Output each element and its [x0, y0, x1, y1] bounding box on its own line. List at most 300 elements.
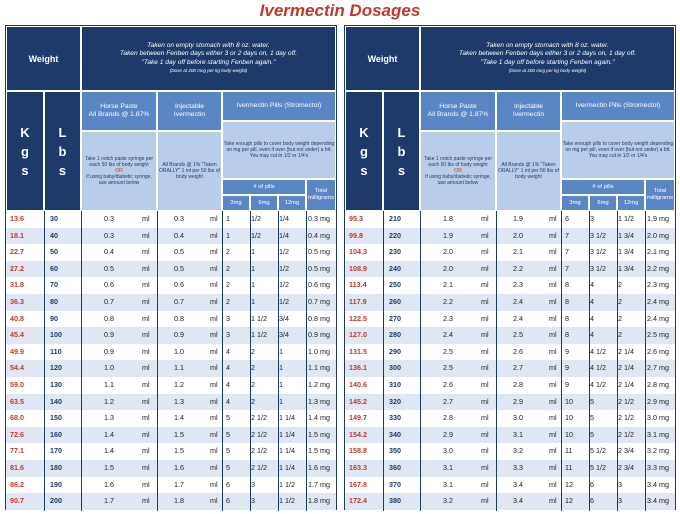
cell-kg: 140.6: [349, 380, 367, 389]
cell-kg: 77.1: [10, 446, 24, 456]
cell-inj: 0.5: [174, 247, 184, 257]
unit-ml: ml: [142, 263, 150, 273]
table-row: [6, 477, 336, 494]
cell-horse: 3.1: [443, 479, 453, 489]
kgs-letter: s: [21, 162, 29, 178]
unit-ml: ml: [142, 396, 150, 406]
cell-kg: 163.3: [349, 463, 367, 472]
cell-p3: 8: [565, 280, 569, 290]
kgs-header: [345, 91, 383, 211]
column-divider: [617, 211, 618, 511]
column-divider: [589, 211, 590, 511]
unit-ml: ml: [481, 214, 489, 223]
cell-horse: 1.0: [104, 363, 114, 373]
cell-inj: 0.7: [174, 297, 184, 306]
column-divider: [44, 211, 45, 511]
cell-inj: 3.4: [513, 496, 523, 506]
cell-inj: 3.2: [513, 446, 523, 456]
cell-horse: 2.7: [443, 396, 453, 406]
column-divider: [420, 211, 421, 511]
cell-lb: 360: [389, 463, 401, 472]
unit-ml: ml: [142, 280, 150, 290]
cell-total: 1.5 mg: [308, 429, 330, 439]
unit-ml: ml: [142, 214, 150, 223]
cell-p12: 1: [279, 363, 283, 373]
cell-p3: 8: [565, 330, 569, 340]
cell-horse: 0.3: [104, 214, 114, 223]
cell-inj: 0.5: [174, 263, 184, 273]
unit-ml: ml: [142, 496, 150, 506]
cell-lb: 350: [389, 446, 401, 456]
cell-p3: 1: [226, 230, 230, 240]
cell-p3: 10: [565, 396, 573, 406]
cell-horse: 1.5: [104, 463, 114, 472]
cell-p12: 3: [618, 479, 622, 489]
pill-12mg-header: 12mg: [278, 195, 306, 211]
cell-total: 3.0 mg: [647, 413, 669, 423]
column-divider: [250, 211, 251, 511]
cell-lb: 110: [50, 346, 62, 356]
cell-horse: 0.6: [104, 280, 114, 290]
cell-lb: 370: [389, 479, 401, 489]
unit-ml: ml: [549, 297, 557, 306]
injectable-subtitle: Ivermectin: [512, 111, 545, 118]
column-divider: [81, 211, 82, 511]
cell-inj: 0.8: [174, 313, 184, 323]
cell-p3: 3: [226, 330, 230, 340]
cell-lb: 280: [389, 330, 401, 340]
horse-paste-subtitle: All Brands @ 1.87%: [427, 111, 489, 118]
cell-total: 1.7 mg: [308, 479, 330, 489]
cell-total: 3.3 mg: [647, 463, 669, 472]
unit-ml: ml: [481, 429, 489, 439]
pills-desc: Take enough pills to cover body weight depending on mg per pill, even if over (but not under) a bit. You may cut in 1/2 or 1/4's: [562, 141, 674, 159]
cell-kg: 154.2: [349, 429, 367, 439]
cell-kg: 27.2: [10, 263, 24, 273]
unit-ml: ml: [549, 214, 557, 223]
cell-lb: 220: [389, 230, 401, 240]
cell-p6: 1/2: [251, 230, 261, 240]
cell-horse: 2.6: [443, 380, 453, 389]
cell-p12: 2 1/2: [618, 413, 634, 423]
cell-inj: 0.4: [174, 230, 184, 240]
cell-horse: 1.4: [104, 446, 114, 456]
table-row: [345, 211, 675, 228]
cell-p6: 3: [590, 214, 594, 223]
table-row: [6, 244, 336, 261]
cell-inj: 1.4: [174, 413, 184, 423]
unit-ml: ml: [210, 214, 218, 223]
pills-desc: Take enough pills to cover body weight depending on mg per pill, even if over (but not under) a bit. You may cut in 1/2 or 1/4's: [223, 141, 335, 159]
cell-p6: 5 1/2: [590, 463, 606, 472]
unit-ml: ml: [210, 263, 218, 273]
cell-p3: 4: [226, 363, 230, 373]
unit-ml: ml: [481, 380, 489, 389]
cell-lb: 300: [389, 363, 401, 373]
cell-total: 1.5 mg: [308, 446, 330, 456]
cell-lb: 290: [389, 346, 401, 356]
cell-inj: 1.2: [174, 380, 184, 389]
cell-p3: 2: [226, 247, 230, 257]
cell-kg: 36.3: [10, 297, 24, 306]
cell-kg: 113.4: [349, 280, 367, 290]
cell-kg: 22.7: [10, 247, 24, 257]
unit-ml: ml: [481, 313, 489, 323]
cell-horse: 1.7: [104, 496, 114, 506]
cell-total: 2.3 mg: [647, 280, 669, 290]
cell-p12: 2 3/4: [618, 446, 634, 456]
weight-header: Weight: [345, 26, 420, 91]
num-pills-header: # of pills: [222, 179, 306, 195]
cell-inj: 3.4: [513, 479, 523, 489]
table-row: [345, 460, 675, 477]
horse-desc-1: Take 1 notch paste syringe per each 50 lbs of body weight: [84, 156, 154, 168]
cell-p6: 6: [590, 479, 594, 489]
unit-ml: ml: [549, 446, 557, 456]
instructions-line-2: Taken between Fenben days either 3 or 2 days on, 1 day off.: [458, 50, 637, 57]
table-row: [6, 294, 336, 311]
cell-total: 1.0 mg: [308, 346, 330, 356]
cell-horse: 1.3: [104, 413, 114, 423]
cell-p3: 6: [226, 479, 230, 489]
unit-ml: ml: [481, 280, 489, 290]
instructions-line-1: Taken on empty stomach with 8 oz. water.: [147, 41, 270, 49]
cell-total: 2.4 mg: [647, 313, 669, 323]
cell-total: 0.8 mg: [308, 313, 330, 323]
cell-kg: 68.0: [10, 413, 24, 423]
cell-lb: 230: [389, 247, 401, 257]
cell-p6: 2: [251, 346, 255, 356]
cell-lb: 130: [50, 380, 62, 389]
cell-inj: 1.6: [174, 463, 184, 472]
cell-lb: 90: [50, 313, 58, 323]
cell-total: 0.7 mg: [308, 297, 330, 306]
cell-horse: 1.1: [104, 380, 114, 389]
table-row: [345, 443, 675, 460]
cell-horse: 3.1: [443, 463, 453, 472]
table-row: [345, 228, 675, 245]
cell-p6: 2 1/2: [251, 429, 267, 439]
horse-paste-description: [81, 131, 157, 211]
cell-kg: 122.5: [349, 313, 367, 323]
cell-horse: 1.4: [104, 429, 114, 439]
cell-horse: 0.7: [104, 297, 114, 306]
cell-p3: 1: [226, 214, 230, 223]
cell-total: 1.4 mg: [308, 413, 330, 423]
cell-kg: 136.1: [349, 363, 367, 373]
unit-ml: ml: [142, 363, 150, 373]
cell-p6: 2 1/2: [251, 413, 267, 423]
table-row: [345, 360, 675, 377]
cell-horse: 0.9: [104, 330, 114, 340]
cell-p6: 5 1/2: [590, 446, 606, 456]
table-row: [6, 377, 336, 394]
unit-ml: ml: [481, 297, 489, 306]
cell-p6: 4 1/2: [590, 380, 606, 389]
cell-total: 2.0 mg: [647, 230, 669, 240]
kgs-header: [6, 91, 44, 211]
cell-p6: 4 1/2: [590, 363, 606, 373]
cell-p3: 7: [565, 247, 569, 257]
cell-horse: 1.8: [443, 214, 453, 223]
column-divider: [157, 211, 158, 511]
unit-ml: ml: [481, 396, 489, 406]
cell-inj: 1.5: [174, 446, 184, 456]
unit-ml: ml: [210, 446, 218, 456]
cell-horse: 2.9: [443, 429, 453, 439]
unit-ml: ml: [142, 313, 150, 323]
cell-total: 0.6 mg: [308, 280, 330, 290]
cell-p12: 2 1/2: [618, 396, 634, 406]
cell-p3: 8: [565, 297, 569, 306]
cell-p12: 3/4: [279, 330, 289, 340]
unit-ml: ml: [142, 330, 150, 340]
cell-total: 1.8 mg: [308, 496, 330, 506]
table-row: [6, 211, 336, 228]
unit-ml: ml: [481, 496, 489, 506]
cell-lb: 190: [50, 479, 62, 489]
cell-kg: 81.6: [10, 463, 24, 472]
cell-lb: 160: [50, 429, 62, 439]
unit-ml: ml: [549, 280, 557, 290]
cell-p3: 2: [226, 263, 230, 273]
cell-lb: 100: [50, 330, 62, 340]
cell-lb: 260: [389, 297, 401, 306]
unit-ml: ml: [210, 380, 218, 389]
injectable-header: [496, 91, 561, 131]
cell-p3: 9: [565, 380, 569, 389]
cell-p12: 2 1/2: [618, 429, 634, 439]
injectable-desc: All Brands @ 1% "Taken ORALLY" 1 ml per 50 lbs of body weight: [498, 162, 559, 180]
cell-p3: 9: [565, 346, 569, 356]
instructions-line-1: Taken on empty stomach with 8 oz. water.: [486, 41, 609, 49]
cell-kg: 40.8: [10, 313, 24, 323]
cell-lb: 270: [389, 313, 401, 323]
table-row: [345, 394, 675, 411]
cell-kg: 90.7: [10, 496, 24, 506]
cell-p6: 3: [251, 479, 255, 489]
instructions-line-3: "Take 1 day off before starting Fenben again.": [480, 58, 615, 66]
horse-desc-1: Take 1 notch paste syringe per each 50 lbs of body weight: [423, 156, 493, 168]
table-row: [6, 344, 336, 361]
cell-p12: 1 3/4: [618, 230, 634, 240]
unit-ml: ml: [210, 413, 218, 423]
unit-ml: ml: [549, 396, 557, 406]
table-row: [6, 427, 336, 444]
unit-ml: ml: [549, 463, 557, 472]
cell-kg: 108.9: [349, 263, 367, 273]
cell-p6: 3: [251, 496, 255, 506]
cell-kg: 158.8: [349, 446, 367, 456]
cell-horse: 1.2: [104, 396, 114, 406]
cell-lb: 210: [389, 214, 401, 223]
cell-p6: 1: [251, 297, 255, 306]
table-row: [6, 261, 336, 278]
injectable-title: Injectable: [174, 103, 205, 110]
cell-total: 1.9 mg: [647, 214, 669, 223]
column-divider: [496, 211, 497, 511]
cell-kg: 45.4: [10, 330, 24, 340]
lbs-letter: L: [58, 124, 67, 140]
cell-p3: 5: [226, 413, 230, 423]
unit-ml: ml: [142, 230, 150, 240]
unit-ml: ml: [549, 346, 557, 356]
cell-horse: 2.0: [443, 263, 453, 273]
cell-p12: 1: [279, 380, 283, 389]
cell-inj: 3.1: [513, 429, 523, 439]
unit-ml: ml: [210, 247, 218, 257]
table-row: [345, 327, 675, 344]
weight-header: Weight: [6, 26, 81, 91]
cell-horse: 2.8: [443, 413, 453, 423]
cell-p6: 1: [251, 280, 255, 290]
cell-p12: 1/2: [279, 297, 289, 306]
cell-lb: 240: [389, 263, 401, 273]
cell-horse: 2.3: [443, 313, 453, 323]
cell-inj: 2.0: [513, 230, 523, 240]
unit-ml: ml: [481, 247, 489, 257]
cell-p3: 2: [226, 280, 230, 290]
table-row: [345, 294, 675, 311]
cell-lb: 120: [50, 363, 62, 373]
unit-ml: ml: [142, 297, 150, 306]
total-mg-header: Total milligrams: [306, 179, 336, 211]
cell-inj: 1.7: [174, 479, 184, 489]
cell-inj: 1.3: [174, 396, 184, 406]
unit-ml: ml: [210, 496, 218, 506]
cell-horse: 2.5: [443, 363, 453, 373]
cell-kg: 86.2: [10, 479, 24, 489]
cell-horse: 1.9: [443, 230, 453, 240]
cell-total: 0.9 mg: [308, 330, 330, 340]
cell-inj: 2.9: [513, 396, 523, 406]
cell-horse: 0.9: [104, 346, 114, 356]
cell-p12: 1 1/2: [279, 479, 295, 489]
lbs-letter: s: [397, 162, 406, 178]
injectable-desc: All Brands @ 1% "Taken ORALLY" 1 ml per 50 lbs of body weight: [159, 162, 220, 180]
table-row: [345, 427, 675, 444]
cell-p3: 3: [226, 313, 230, 323]
unit-ml: ml: [142, 247, 150, 257]
table-row: [6, 443, 336, 460]
cell-lb: 320: [389, 396, 401, 406]
table-row: [6, 460, 336, 477]
unit-ml: ml: [142, 346, 150, 356]
cell-p6: 1 1/2: [251, 313, 267, 323]
table-row: [6, 394, 336, 411]
cell-horse: 3.2: [443, 496, 453, 506]
column-divider: [306, 211, 307, 511]
table-header: [345, 26, 675, 211]
unit-ml: ml: [549, 247, 557, 257]
cell-p6: 5: [590, 396, 594, 406]
cell-kg: 99.8: [349, 230, 363, 240]
cell-horse: 0.3: [104, 230, 114, 240]
unit-ml: ml: [210, 363, 218, 373]
unit-ml: ml: [210, 297, 218, 306]
cell-p12: 2 1/4: [618, 363, 634, 373]
cell-p12: 2 1/4: [618, 346, 634, 356]
cell-p6: 1: [251, 247, 255, 257]
unit-ml: ml: [549, 363, 557, 373]
horse-paste-subtitle: All Brands @ 1.87%: [88, 111, 150, 118]
unit-ml: ml: [142, 446, 150, 456]
cell-inj: 1.8: [174, 496, 184, 506]
table-row: [345, 477, 675, 494]
cell-p12: 1 3/4: [618, 247, 634, 257]
cell-p6: 4: [590, 330, 594, 340]
unit-ml: ml: [549, 496, 557, 506]
horse-paste-header: [81, 91, 157, 131]
lbs-header: [383, 91, 420, 211]
horse-desc-or: OR: [454, 168, 462, 174]
unit-ml: ml: [481, 330, 489, 340]
cell-total: 0.4 mg: [308, 230, 330, 240]
cell-lb: 80: [50, 297, 58, 306]
cell-horse: 2.1: [443, 280, 453, 290]
cell-lb: 330: [389, 413, 401, 423]
table-row: [345, 493, 675, 510]
cell-kg: 117.9: [349, 297, 367, 306]
cell-total: 2.1 mg: [647, 247, 669, 257]
dosage-table-left: [5, 25, 337, 510]
unit-ml: ml: [549, 380, 557, 389]
unit-ml: ml: [210, 396, 218, 406]
cell-kg: 95.3: [349, 214, 363, 223]
cell-inj: 0.3: [174, 214, 184, 223]
cell-p12: 1/2: [279, 280, 289, 290]
cell-lb: 200: [50, 496, 62, 506]
pills-title: Ivermectin Pills (Stromectol): [575, 102, 661, 109]
cell-p6: 1/2: [251, 214, 261, 223]
cell-p6: 5: [590, 413, 594, 423]
table-row: [345, 311, 675, 328]
unit-ml: ml: [210, 280, 218, 290]
cell-p12: 1 1/4: [279, 413, 295, 423]
cell-p3: 11: [565, 463, 573, 472]
injectable-title: Injectable: [513, 103, 544, 110]
cell-inj: 2.4: [513, 313, 523, 323]
cell-p6: 1: [251, 263, 255, 273]
cell-p3: 7: [565, 263, 569, 273]
cell-total: 2.2 mg: [647, 263, 669, 273]
column-divider: [278, 211, 279, 511]
cell-total: 2.5 mg: [647, 330, 669, 340]
pill-12mg-header: 12mg: [617, 195, 645, 211]
cell-kg: 172.4: [349, 496, 367, 506]
cell-kg: 149.7: [349, 413, 367, 423]
cell-total: 0.3 mg: [308, 214, 330, 223]
instructions-line-2: Taken between Fenben days either 3 or 2 days on, 1 day off.: [119, 50, 298, 57]
table-row: [6, 410, 336, 427]
cell-total: 1.2 mg: [308, 380, 330, 389]
unit-ml: ml: [549, 479, 557, 489]
cell-lb: 60: [50, 263, 58, 273]
unit-ml: ml: [210, 463, 218, 472]
horse-paste-title: Horse Paste: [100, 103, 138, 110]
cell-p12: 2: [618, 280, 622, 290]
cell-p3: 9: [565, 363, 569, 373]
injectable-header: [157, 91, 222, 131]
cell-p6: 3 1/2: [590, 247, 606, 257]
cell-p6: 2: [251, 396, 255, 406]
unit-ml: ml: [142, 380, 150, 389]
cell-p12: 1 1/2: [618, 214, 634, 223]
cell-p12: 1 3/4: [618, 263, 634, 273]
instructions-header: [81, 26, 336, 91]
lbs-letter: L: [397, 124, 406, 140]
cell-total: 3.2 mg: [647, 446, 669, 456]
